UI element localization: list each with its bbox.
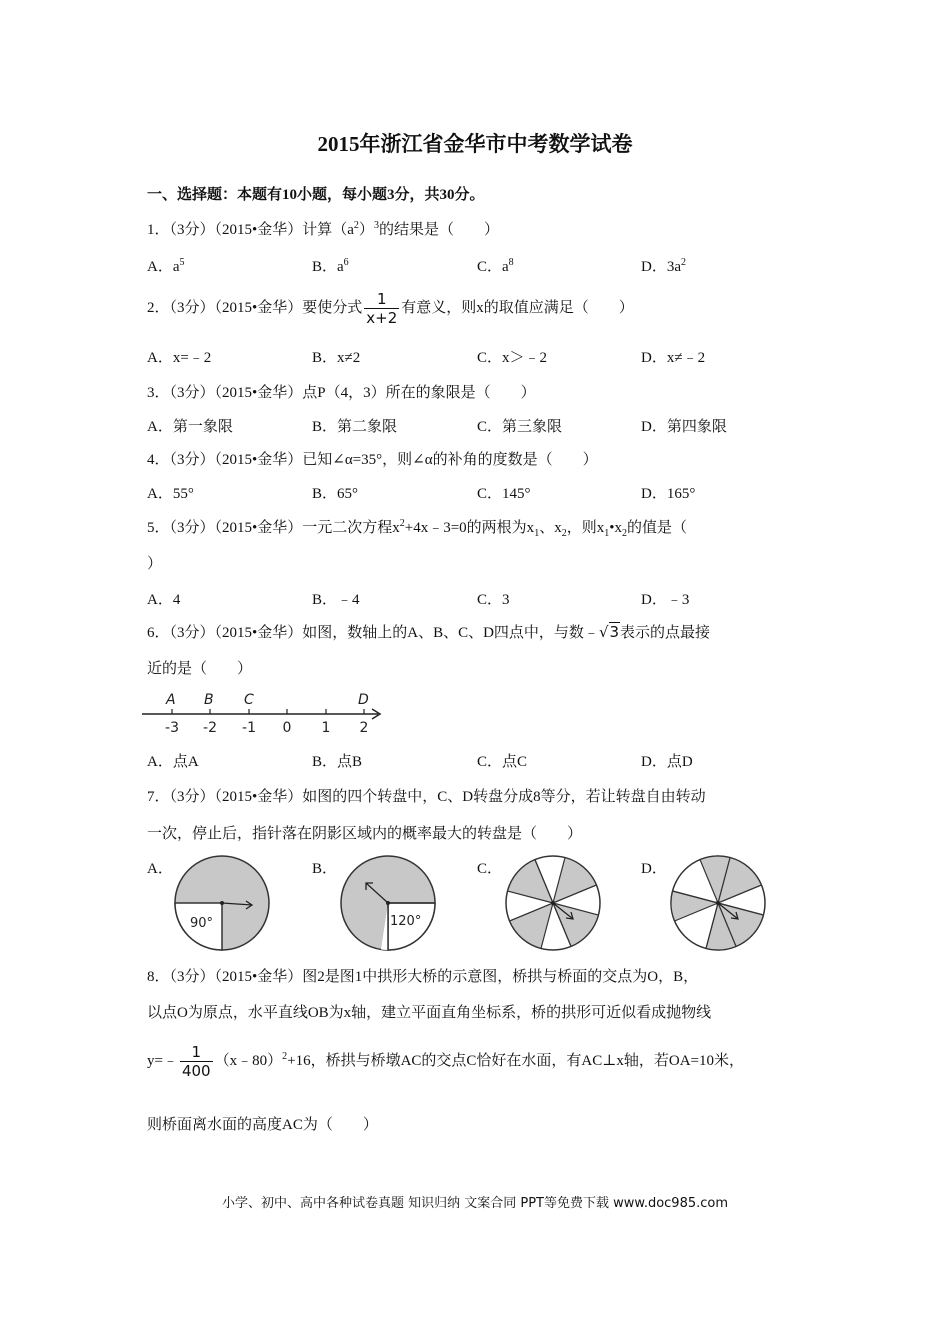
- section-heading: 一、选择题：本题有10小题，每小题3分，共30分。: [147, 187, 485, 203]
- tick-label: 0: [282, 720, 292, 736]
- spinner-a: [172, 853, 272, 953]
- fraction: $\frac{1}{x+2}$: [366, 290, 398, 327]
- q2-option-b[interactable]: B．x≠2: [312, 350, 361, 366]
- q1-option-a[interactable]: A．$a^5$: [147, 257, 185, 275]
- question-7-cont: 一次，停止后，指针落在阴影区域内的概率最大的转盘是（ ）: [147, 826, 583, 842]
- question-8-line2: 以点O为原点，水平直线OB为x轴，建立平面直角坐标系，桥的拱形可近似看成抛物线: [147, 1005, 712, 1021]
- q4-option-d[interactable]: D．165°: [641, 486, 696, 502]
- q6-option-a[interactable]: A．点A: [147, 754, 199, 770]
- q4-option-c[interactable]: C．145°: [477, 486, 531, 502]
- q4-option-b[interactable]: B．65°: [312, 486, 359, 502]
- sqrt-symbol: √3: [598, 623, 620, 641]
- q1-option-c[interactable]: C．$a^8$: [477, 257, 514, 275]
- q7-option-b[interactable]: B．: [312, 861, 338, 877]
- question-4: 4．（3分）（2015•金华）已知∠α=35°，则∠α的补角的度数是（ ）: [147, 452, 598, 468]
- question-8: 8．（3分）（2015•金华）图2是图1中拱形大桥的示意图，桥拱与桥面的交点为O，B，: [147, 969, 699, 985]
- q7-option-a[interactable]: A．: [147, 861, 173, 877]
- q3-option-b[interactable]: B．第二象限: [312, 419, 398, 435]
- question-6: 6．（3分）（2015•金华）如图，数轴上的A、B、C、D四点中，与数﹣√3表示的点最接: [147, 623, 711, 641]
- spinner-b: [338, 853, 438, 953]
- q7-option-c[interactable]: C．: [477, 861, 503, 877]
- axis-label-d: D: [358, 692, 369, 708]
- question-1: 1．（3分）（2015•金华）计算$(a^2)^3$的结果是（ ）: [147, 220, 499, 238]
- q1-option-d[interactable]: D．$3a^2$: [641, 257, 686, 275]
- q3-option-a[interactable]: A．第一象限: [147, 419, 233, 435]
- number-line-figure: [140, 686, 390, 736]
- q4-option-a[interactable]: A．55°: [147, 486, 194, 502]
- spinner-d: [668, 853, 768, 953]
- q6-option-b[interactable]: B．点B: [312, 754, 363, 770]
- axis-label-b: B: [204, 692, 214, 708]
- q6-option-d[interactable]: D．点D: [641, 754, 693, 770]
- page-title: 2015年浙江省金华市中考数学试卷: [317, 132, 633, 156]
- question-5-cont: ）: [147, 556, 163, 572]
- q2-option-d[interactable]: D．x≠﹣2: [641, 350, 706, 366]
- q2-option-c[interactable]: C．x＞﹣2: [477, 350, 548, 366]
- q3-option-c[interactable]: C．第三象限: [477, 419, 563, 435]
- question-8-line4: 则桥面离水面的高度AC为（ ）: [147, 1117, 378, 1133]
- angle-label: 120°: [390, 914, 422, 929]
- footer: 小学、初中、高中各种试卷真题 知识归纳 文案合同 PPT等免费下载 www.doc985.com: [221, 1196, 729, 1211]
- axis-label-c: C: [244, 692, 254, 708]
- q5-option-a[interactable]: A．4: [147, 592, 181, 608]
- tick-label: 2: [359, 720, 369, 736]
- tick-label: -2: [203, 720, 217, 736]
- question-7: 7．（3分）（2015•金华）如图的四个转盘中，C、D转盘分成8等分，若让转盘自由转动: [147, 789, 706, 805]
- tick-label: -1: [242, 720, 256, 736]
- axis-label-a: A: [166, 692, 176, 708]
- q1-option-b[interactable]: B．$a^6$: [312, 257, 349, 275]
- angle-label: 90°: [190, 916, 214, 931]
- q7-option-d[interactable]: D．: [641, 861, 667, 877]
- q2-option-a[interactable]: A．x=﹣2: [147, 350, 212, 366]
- question-8-line3: y=﹣ $\frac{1}{400}$ （x﹣80）$^2$+16，桥拱与桥墩AC的交点C恰好在水面，有AC⊥x轴，若OA=10米，: [147, 1043, 744, 1080]
- spinner-c: [503, 853, 603, 953]
- tick-label: -3: [165, 720, 179, 736]
- q5-option-b[interactable]: B．﹣4: [312, 592, 360, 608]
- question-6-cont: 近的是（ ）: [147, 661, 253, 677]
- q5-option-c[interactable]: C．3: [477, 592, 510, 608]
- q3-option-d[interactable]: D．第四象限: [641, 419, 727, 435]
- q6-option-c[interactable]: C．点C: [477, 754, 528, 770]
- fraction: $\frac{1}{400}$: [181, 1043, 211, 1080]
- question-3: 3．（3分）（2015•金华）点P（4，3）所在的象限是（ ）: [147, 385, 536, 401]
- question-5: 5．（3分）（2015•金华）一元二次方程$x^2+4x﹣3=0$的两根为$x_1$、$x_2$，则$x_1•x_2$的值是（: [147, 518, 687, 539]
- tick-label: 1: [321, 720, 331, 736]
- question-2: 2．（3分）（2015•金华）要使分式 $\frac{1}{x+2}$ 有意义，则x的取值应满足（ ）: [147, 290, 634, 327]
- q5-option-d[interactable]: D．﹣3: [641, 592, 690, 608]
